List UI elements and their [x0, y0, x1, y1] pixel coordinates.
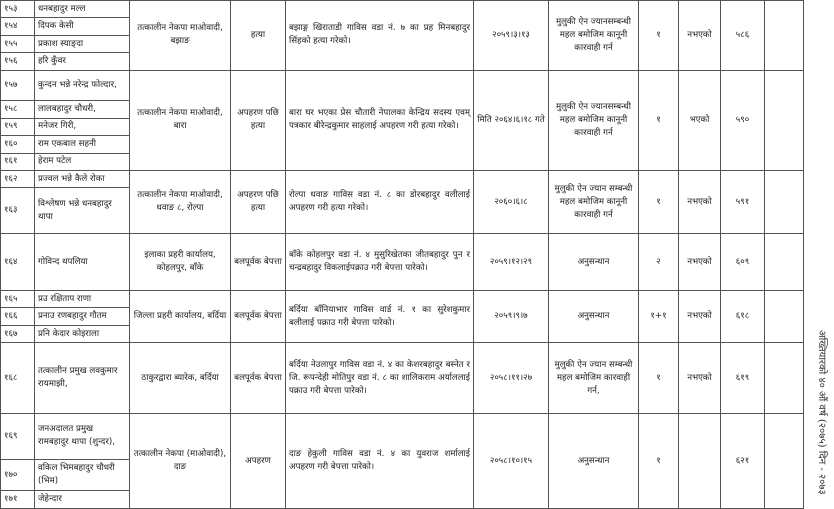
accused-name: जेहेन्दार: [35, 491, 130, 509]
serial-number: १७१: [1, 491, 35, 509]
case-description: बझाङ्ग खिराताडी गाविस वडा नं. ७ का प्रह मिनबहादुर सिंहको हत्या गरेको।: [286, 1, 474, 71]
file-number: ६०९: [721, 234, 765, 291]
status: भएको: [679, 70, 721, 170]
recommendation: मुलुकी ऐन ज्यान सम्बन्धी महल बमोजिम कानूनी कारवाही गर्न: [549, 171, 639, 234]
serial-number: १६३: [1, 188, 35, 234]
victim-count: १: [639, 414, 679, 509]
serial-number: १५४: [1, 18, 35, 35]
accused-name: दिपक केसी: [35, 18, 130, 35]
accused-name: मनेजर गिरी,: [35, 118, 130, 135]
empty-cell: [765, 1, 804, 71]
recommendation: मुलुकी ऐन ज्यान सम्बन्धी महल बमोजिम कारवाही गर्न,: [549, 343, 639, 414]
serial-number: १६६: [1, 308, 35, 325]
accused-name: हेराम पटेल: [35, 153, 130, 170]
case-subject: हत्या: [231, 1, 286, 71]
empty-cell: [765, 290, 804, 342]
case-description: बर्दिया नेउलापुर गाविस वडा नं. ४ का केशरबहादुर बस्नेत र जि. रूपन्देही मोतिपुर वडा नं. ८ का शालिकराम अर्याललाई पक्राउ गरी बेपत्ता पारेको।: [286, 343, 474, 414]
serial-number: १५३: [1, 1, 35, 18]
accused-organization: इलाका प्रहरी कार्यालय, कोहलपुर, बाँके: [130, 234, 231, 291]
incident-date: २०५९।९।७: [474, 290, 549, 342]
serial-number: १६७: [1, 325, 35, 342]
empty-cell: [765, 414, 804, 509]
file-number: ५९०: [721, 70, 765, 170]
incident-date: मिति २०६४।६।१८ गते: [474, 70, 549, 170]
status: नभएको: [679, 290, 721, 342]
accused-name: प्रकाश स्याङ्दा: [35, 35, 130, 52]
recommendation: अनुसन्धान: [549, 234, 639, 291]
serial-number: १६१: [1, 153, 35, 170]
incident-date: २०५८।१०।१५: [474, 414, 549, 509]
accused-name: धनबहादुर मल्ल: [35, 1, 130, 18]
accused-organization: जिल्ला प्रहरी कार्यालय, बर्दिया: [130, 290, 231, 342]
empty-cell: [765, 234, 804, 291]
serial-number: १६८: [1, 343, 35, 414]
victim-count: २: [639, 234, 679, 291]
serial-number: १६५: [1, 290, 35, 307]
serial-number: १५७: [1, 70, 35, 101]
victim-count: १: [639, 343, 679, 414]
case-subject: बलपूर्वक बेपत्ता: [231, 234, 286, 291]
victim-count: १: [639, 1, 679, 71]
serial-number: १७०: [1, 459, 35, 491]
accused-organization: तत्कालीन नेकपा माओवादी, बारा: [130, 70, 231, 170]
side-note: अख्तियारको ४० औं वर्ष (२०७५) दिन - २०७३: [816, 330, 827, 495]
accused-organization: ठाकुरद्वारा ब्यारेक, बर्दिया: [130, 343, 231, 414]
file-number: ५८६: [721, 1, 765, 71]
case-subject: अपहरण पछि हत्या: [231, 70, 286, 170]
empty-cell: [765, 70, 804, 170]
table-row: [1, 414, 804, 460]
recommendation: अनुसन्धान: [549, 290, 639, 342]
incident-date: २०६०।६।८: [474, 171, 549, 234]
status: नभएको: [679, 171, 721, 234]
accused-name: गोविन्द थपलिया: [35, 234, 130, 291]
serial-number: १६४: [1, 234, 35, 291]
incident-date: २०५९।३।१३: [474, 1, 549, 71]
serial-number: १६०: [1, 136, 35, 153]
incident-date: २०५९।१२।२९: [474, 234, 549, 291]
accused-name: प्रनि केदार कोइराला: [35, 325, 130, 342]
accused-name: विश्लेषण भन्ने धनबहादुर थापा: [35, 188, 130, 234]
case-description: बारा घर भएका प्रेस चौतारी नेपालका केन्द्रिय सदस्य एवम् पत्रकार बीरेन्द्रकुमार साहलाई अपहरण गरी हत्या गरेको।: [286, 70, 474, 170]
status: नभएको: [679, 234, 721, 291]
table-row: [1, 1, 804, 18]
case-description: रोल्पा धवाङ गाविस वडा नं. ८ का डोरबहादुर वलीलाई अपहरण गरी हत्या गरेको।: [286, 171, 474, 234]
accused-name: वकिल भिमबहादुर चौधरी (भिम): [35, 459, 130, 491]
accused-name: जनअदालत प्रमुख रामबहादुर थापा (शुन्दर),: [35, 414, 130, 460]
case-description: बाँके कोहलपुर वडा नं. ४ मुसुरिखेतका जीतबहादुर पुन र चन्द्रबहादुर विकलाईपक्राउ गरी बेपत्ता पारेको।: [286, 234, 474, 291]
accused-name: लालबहादुर चौधरी,: [35, 101, 130, 118]
file-number: ६१९: [721, 343, 765, 414]
victim-count: १: [639, 171, 679, 234]
case-description: बर्दिया बाँनियाभार गाविस वार्ड नं. १ का सुरेशकुमार बलीलाई पक्राउ गरी बेपत्ता पारेको।: [286, 290, 474, 342]
file-number: ५९१: [721, 171, 765, 234]
table-row: [1, 234, 804, 291]
empty-cell: [765, 171, 804, 234]
accused-name: प्रनाउ रणबहादुर गौतम: [35, 308, 130, 325]
accused-organization: तत्कालीन नेकपा (माओवादी), दाङ: [130, 414, 231, 509]
serial-number: १५६: [1, 53, 35, 70]
incident-date: २०५८।११।२७: [474, 343, 549, 414]
table-row: [1, 343, 804, 414]
file-number: ६२१: [721, 414, 765, 509]
status: नभएको: [679, 343, 721, 414]
recommendation: मुलुकी ऐन ज्यानसम्बन्धी महल बमोजिम कानूनी कारवाही गर्न: [549, 1, 639, 71]
serial-number: १५८: [1, 101, 35, 118]
file-number: ६१८: [721, 290, 765, 342]
accused-name: तत्कालीन प्रमुख लवकुमार रायमाझी,: [35, 343, 130, 414]
case-subject: अपहरण: [231, 414, 286, 509]
accused-name: प्रज्वल भन्ने कैले रोका: [35, 171, 130, 188]
victim-count: १+१: [639, 290, 679, 342]
status: नभएको: [679, 1, 721, 71]
table-row: [1, 290, 804, 307]
accused-organization: तत्कालीन नेकपा माओवादी, धवाङ ८, रोल्पा: [130, 171, 231, 234]
accused-name: राम एकबाल सहनी: [35, 136, 130, 153]
serial-number: १५५: [1, 35, 35, 52]
serial-number: १६२: [1, 171, 35, 188]
serial-number: १६९: [1, 414, 35, 460]
case-subject: बलपूर्वक बेपत्ता: [231, 290, 286, 342]
table-row: [1, 171, 804, 188]
accused-organization: तत्कालीन नेकपा माओवादी, बझाङ: [130, 1, 231, 71]
table-row: [1, 70, 804, 101]
accused-name: कुन्दन भन्ने नरेन्द्र फोल्दार,: [35, 70, 130, 101]
recommendation: मुलुकी ऐन ज्यानसम्बन्धी महल बमोजिम कानूनी कारवाही गर्न: [549, 70, 639, 170]
case-description: दाङ हेकुली गाविस वडा नं. ४ का युवराज शर्मालाई अपहरण गरी बेपत्ता पारेको।: [286, 414, 474, 509]
serial-number: १५९: [1, 118, 35, 135]
case-subject: बलपूर्वक बेपत्ता: [231, 343, 286, 414]
empty-cell: [765, 343, 804, 414]
victim-count: १: [639, 70, 679, 170]
recommendation: अनुसन्धान: [549, 414, 639, 509]
accused-name: प्रउ रक्षिताप राणा: [35, 290, 130, 307]
status: [679, 414, 721, 509]
case-subject: अपहरण पछि हत्या: [231, 171, 286, 234]
accused-name: हरि कुँवर: [35, 53, 130, 70]
